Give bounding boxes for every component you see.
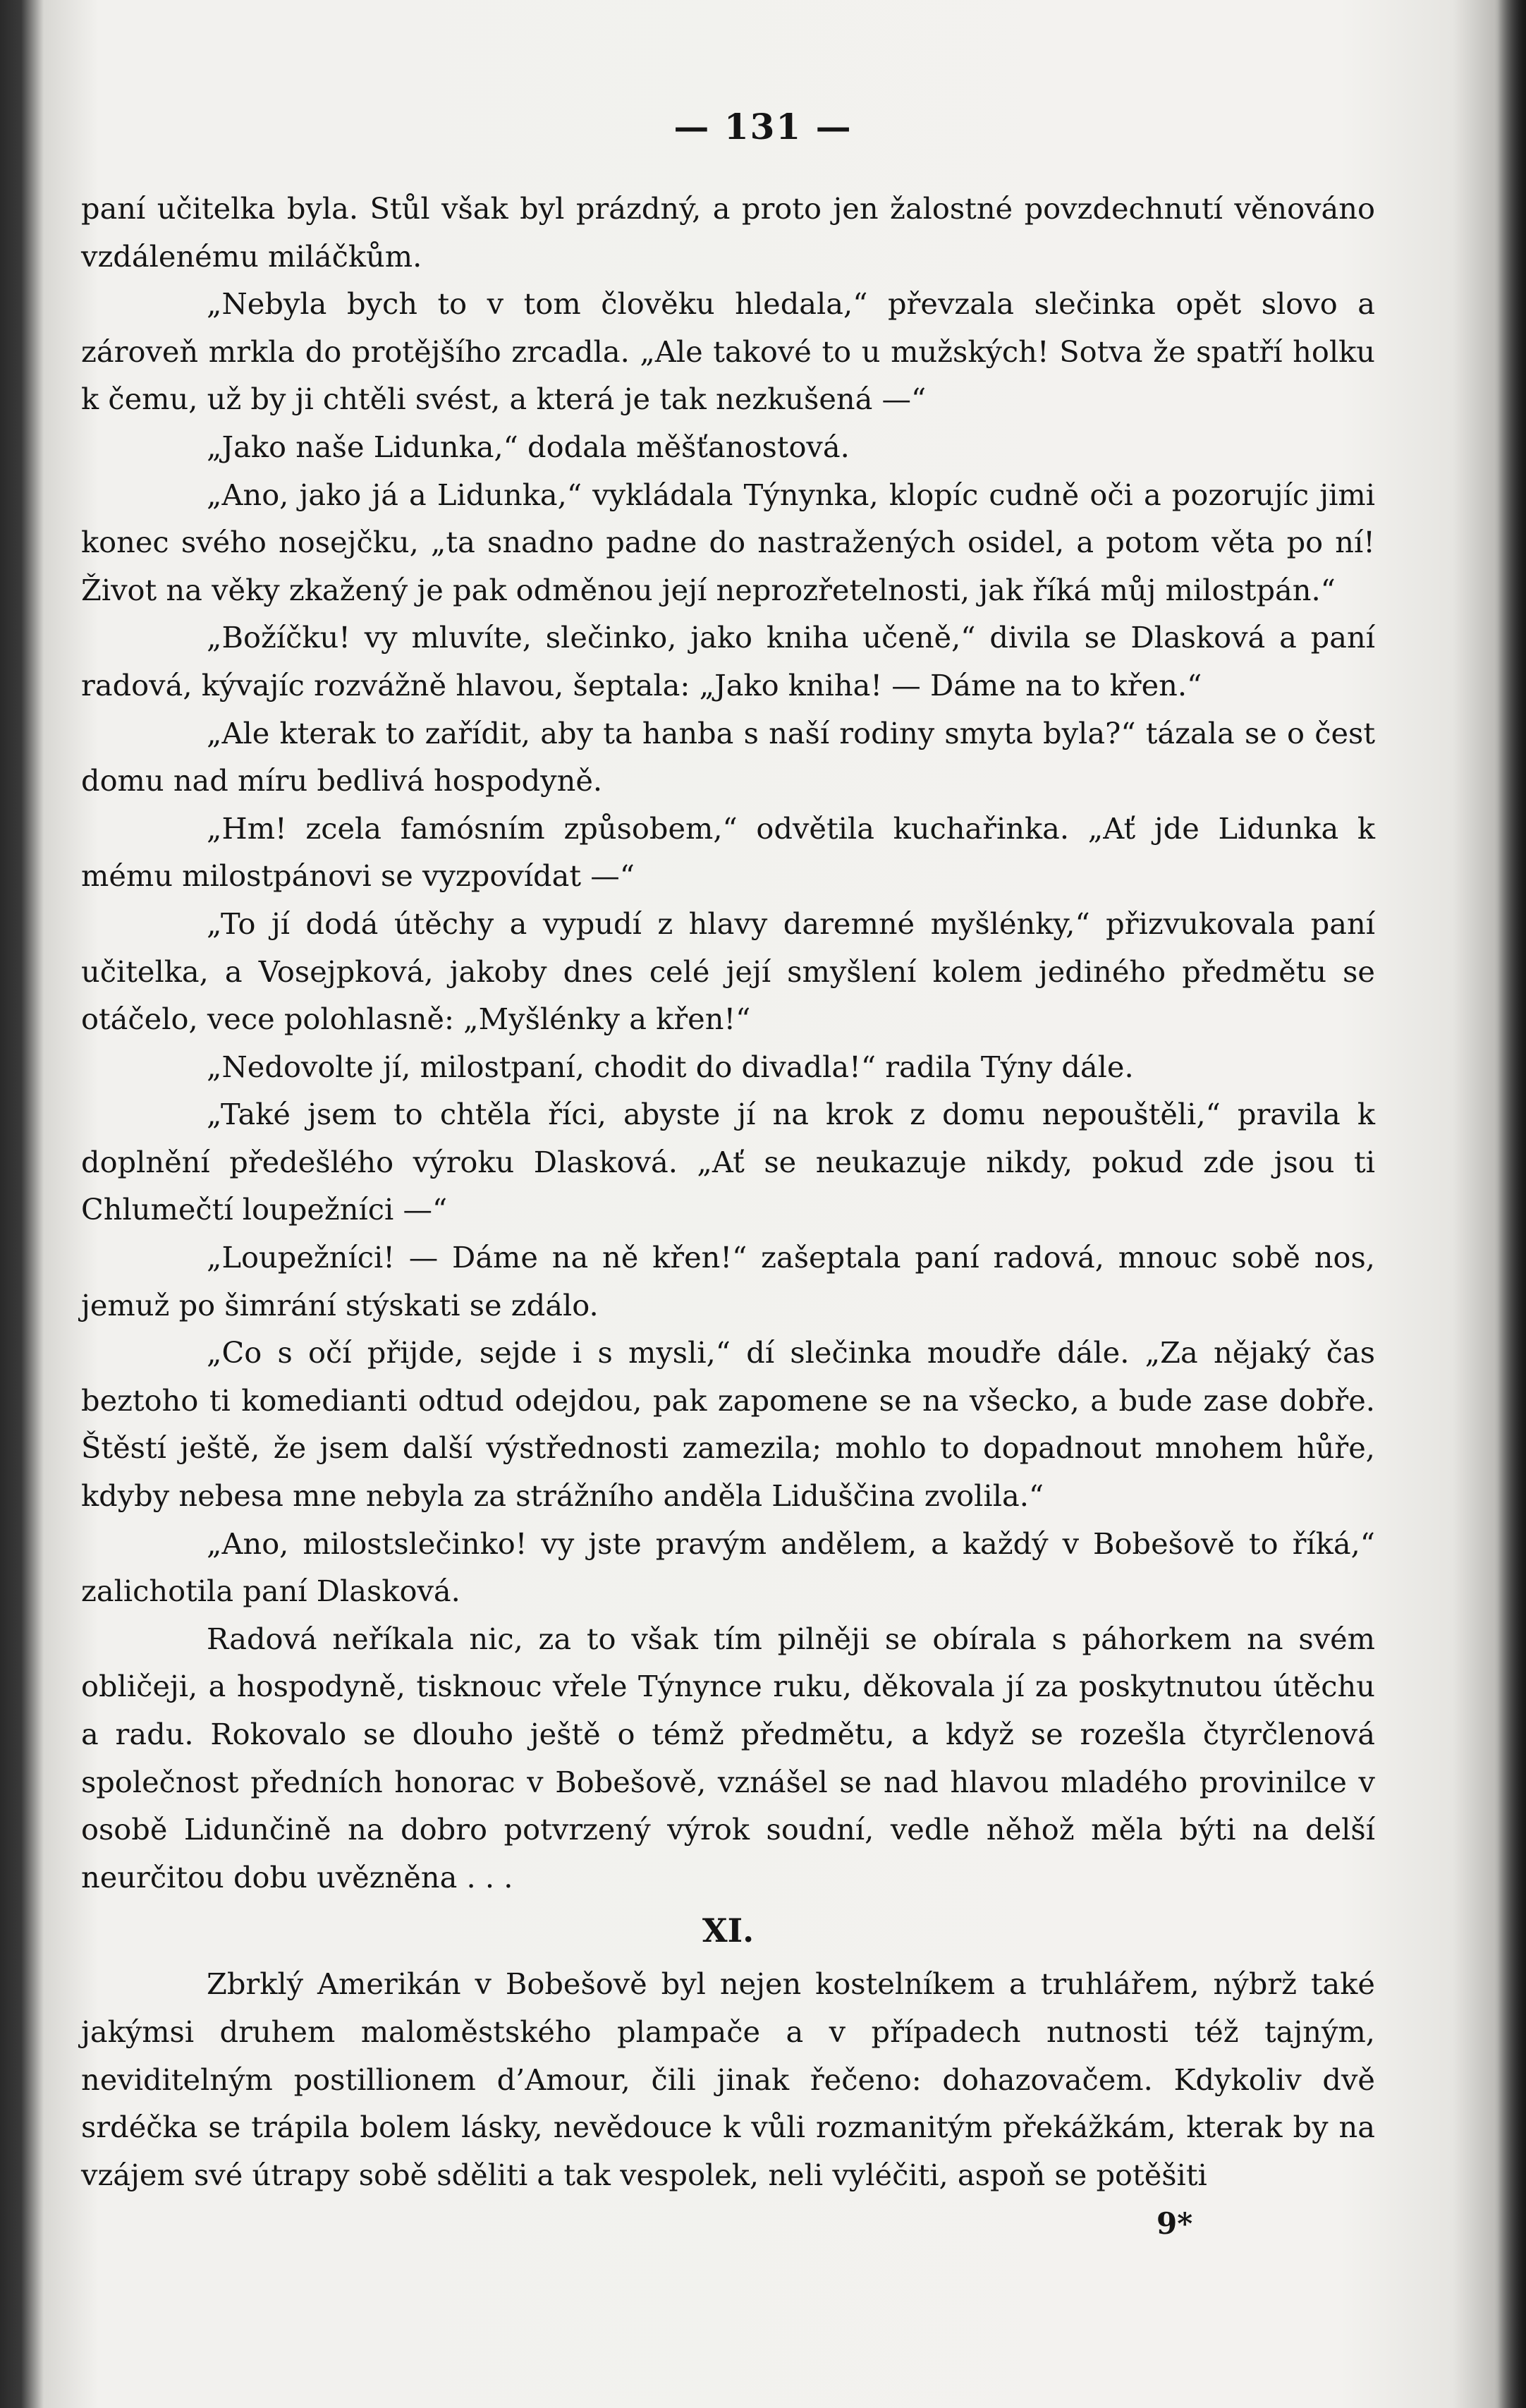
paragraph: Radová neříkala nic, za to však tím pilněji se obírala s páhorkem na svém obličeji, a hospodyně, tisknouc vřele Týnynce ruku, děkovala jí za poskytnutou útěchu a radu. Rokovalo se dlouho ještě o témž předmětu, a když se rozešla čtyrčlenová společnost předních honorac v Bobešově, vznášel se nad hlavou mladého provinilce v osobě Lidunčině na dobro potvrzený výrok soudní, vedle něhož měla býti na delší neurčitou dobu uvězněna . . . [81, 1621, 1375, 1895]
paragraph: „Nebyla bych to v tom člověku hledala,“ převzala slečinka opět slovo a zároveň mrkla do protějšího zrcadla. „Ale takové to u mužských! Sotva že spatří holku k čemu, už by ji chtěli svést, a která je tak nezkušená —“ [81, 286, 1375, 417]
paragraph: „Božíčku! vy mluvíte, slečinko, jako kniha učeně,“ divila se Dlasková a paní radová, kývajíc rozvážně hlavou, šeptala: „Jako kniha! — Dáme na to křen.“ [81, 620, 1375, 703]
paragraph: „Loupežníci! — Dáme na ně křen!“ zašeptala paní radová, mnouc sobě nos, jemuž po šimrání stýskati se zdálo. [81, 1240, 1375, 1322]
chapter-heading: XI. [702, 1911, 755, 1950]
paragraph: „Ano, milostslečinko! vy jste pravým andělem, a každý v Bobešově to říká,“ zalichotila paní Dlasková. [81, 1526, 1375, 1609]
paragraph: „To jí dodá útěchy a vypudí z hlavy daremné myšlénky,“ přizvukovala paní učitelka, a Vosejpková, jakoby dnes celé její smyšlení kolem jediného předmětu se otáčelo, vece polohlasně: „Myšlénky a křen!“ [81, 906, 1375, 1037]
page-number: — 131 — [673, 106, 853, 147]
paragraph: „Hm! zcela famósním způsobem,“ odvětila kuchařinka. „Ať jde Lidunka k mému milostpánovi se vyzpovídat —“ [81, 810, 1375, 894]
body-text [81, 185, 1375, 2199]
paragraph: „Ale kterak to zařídit, aby ta hanba s naší rodiny smyta byla?“ tázala se o čest domu nad míru bedlivá hospodyně. [81, 715, 1375, 798]
paragraph: Zbrklý Amerikán v Bobešově byl nejen kostelníkem a truhlářem, nýbrž také jakýmsi druhem maloměstského plampače a v případech nutnosti též tajným, neviditelným postillionem d’Amour, čili jinak řečeno: dohazovačem. Kdykoliv dvě srdéčka se trápila bolem lásky, nevědouce k vůli rozmanitým překážkám, kterak by na vzájem své útrapy sobě sděliti a tak vespolek, neli vyléčiti, aspoň se potěšiti [81, 1966, 1375, 2192]
paragraph: „Také jsem to chtěla říci, abyste jí na krok z domu nepouštěli,“ pravila k doplnění předešlého výroku Dlasková. „Ať se neukazuje nikdy, pokud zde jsou ti Chlumečtí loupežníci —“ [81, 1097, 1375, 1227]
paragraph: „Jako naše Lidunka,“ dodala měšťanostová. [207, 429, 850, 464]
paragraph: „Ano, jako já a Lidunka,“ vykládala Týnynka, klopíc cudně oči a pozorujíc jimi konec svého nosejčku, „ta snadno padne do nastražených osidel, a potom věta po ní! Život na věky zkažený je pak odměnou její neprozřetelnosti, jak říká můj milostpán.“ [81, 477, 1375, 607]
signature-mark: 9* [1156, 2206, 1193, 2241]
paragraph: paní učitelka byla. Stůl však byl prázdný, a proto jen žalostné povzdechnutí věnováno vzdálenému miláčkům. [81, 191, 1375, 274]
paragraph: „Co s očí přijde, sejde i s mysli,“ dí slečinka moudře dále. „Za nějaký čas beztoho ti komedianti odtud odejdou, pak zapomene se na všecko, a bude zase dobře. Štěstí ještě, že jsem další výstřednosti zamezila; mohlo to dopadnout mnohem hůře, kdyby nebesa mne nebyla za strážního anděla Liduščina zvolila.“ [81, 1335, 1375, 1514]
paragraph: „Nedovolte jí, milostpaní, chodit do divadla!“ radila Týny dále. [207, 1049, 1134, 1084]
